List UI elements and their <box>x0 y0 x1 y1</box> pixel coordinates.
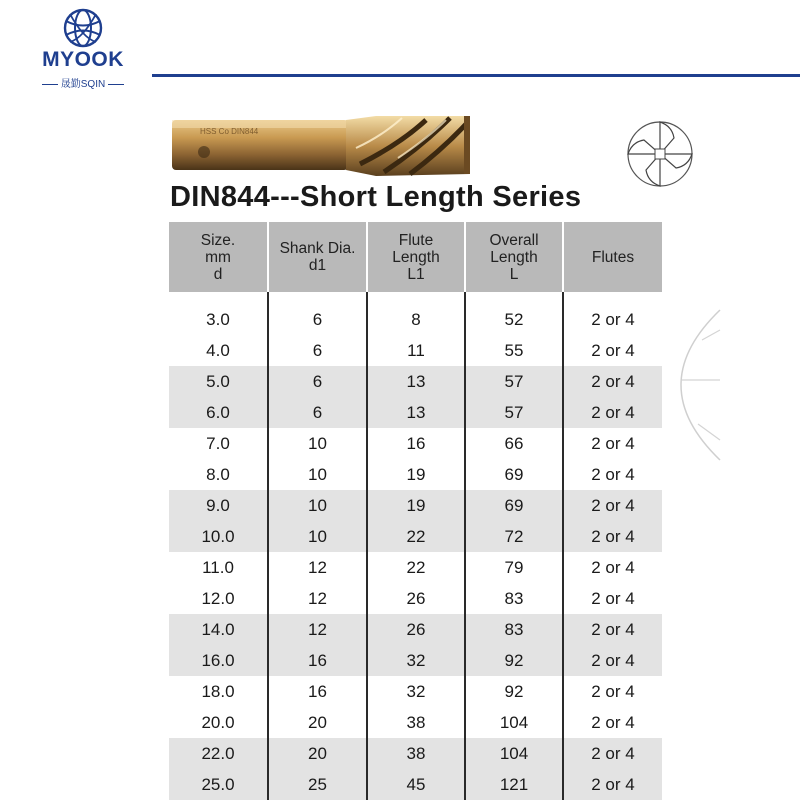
cell-size: 25.0 <box>169 769 268 800</box>
svg-text:HSS Co DIN844: HSS Co DIN844 <box>200 127 259 136</box>
table-row <box>169 366 662 397</box>
table-row <box>169 459 662 490</box>
cell-overall-length: 121 <box>465 769 563 800</box>
page-title: DIN844---Short Length Series <box>170 181 582 213</box>
cell-size: 18.0 <box>201 681 235 701</box>
table-row <box>169 335 662 366</box>
cell-shank-dia: 12 <box>268 614 367 645</box>
cell-overall-length: 57 <box>465 397 563 428</box>
table-row <box>169 769 662 800</box>
table-spacer <box>169 292 662 304</box>
specifications-table <box>169 222 662 800</box>
cell-overall-length: 79 <box>465 552 563 583</box>
table-row <box>169 521 662 552</box>
cell-size: 3.0 <box>206 309 230 329</box>
cell-flutes: 2 or 4 <box>563 583 662 614</box>
cell-flute-length: 11 <box>367 335 465 366</box>
cell-overall-length: 52 <box>465 304 563 335</box>
cell-flutes: 2 or 4 <box>563 459 662 490</box>
table-body <box>169 292 662 800</box>
cell-overall-length: 66 <box>465 428 563 459</box>
cell-shank-dia: 25 <box>268 769 367 800</box>
table-row <box>169 676 662 707</box>
cell-size: 20.0 <box>201 712 235 732</box>
cell-flute-length: 19 <box>367 490 465 521</box>
cell-shank-dia: 12 <box>268 552 367 583</box>
cell-shank-dia: 10 <box>268 459 367 490</box>
cell-size: 14.0 <box>169 614 268 645</box>
cell-size: 22.0 <box>169 738 268 769</box>
cell-flutes: 2 or 4 <box>563 738 662 769</box>
cell-overall-length: 83 <box>465 583 563 614</box>
cell-overall-length: 104 <box>465 707 563 738</box>
cell-overall-length: 72 <box>465 521 563 552</box>
cell-flute-length: 22 <box>367 552 465 583</box>
cell-shank-dia: 20 <box>268 707 367 738</box>
cell-shank-dia: 16 <box>268 645 367 676</box>
cell-size: 4.0 <box>206 340 230 360</box>
cell-flutes: 2 or 4 <box>563 335 662 366</box>
cell-size: 16.0 <box>169 645 268 676</box>
cell-flute-length: 13 <box>367 366 465 397</box>
cell-shank-dia: 10 <box>268 490 367 521</box>
cell-shank-dia: 10 <box>268 521 367 552</box>
cell-overall-length: 83 <box>465 614 563 645</box>
cell-flute-length: 22 <box>367 521 465 552</box>
cell-flutes: 2 or 4 <box>563 397 662 428</box>
table-row <box>169 583 662 614</box>
column-header-shank-dia: Shank Dia. d1 <box>268 222 367 292</box>
cell-shank-dia: 6 <box>268 366 367 397</box>
table-row <box>169 707 662 738</box>
cell-flutes: 2 or 4 <box>563 366 662 397</box>
cell-overall-length: 57 <box>465 366 563 397</box>
cell-flutes: 2 or 4 <box>563 707 662 738</box>
cell-flutes: 2 or 4 <box>563 645 662 676</box>
cell-size: 10.0 <box>169 521 268 552</box>
table-row <box>169 304 662 335</box>
cell-shank-dia: 6 <box>268 397 367 428</box>
cell-size: 9.0 <box>169 490 268 521</box>
cell-shank-dia: 20 <box>268 738 367 769</box>
column-header-overall-length: Overall Length L <box>465 222 563 292</box>
cell-shank-dia: 10 <box>268 428 367 459</box>
cell-shank-dia: 16 <box>268 676 367 707</box>
cell-flutes: 2 or 4 <box>563 769 662 800</box>
cell-size: 12.0 <box>201 588 235 608</box>
cell-shank-dia: 12 <box>268 583 367 614</box>
table-row <box>169 645 662 676</box>
cell-flute-length: 45 <box>367 769 465 800</box>
table-spacer-cell <box>465 292 563 304</box>
cell-overall-length: 55 <box>465 335 563 366</box>
cell-flutes: 2 or 4 <box>563 304 662 335</box>
cross-section-outline-graphic <box>662 300 722 470</box>
cell-flute-length: 26 <box>367 614 465 645</box>
cell-flute-length: 8 <box>367 304 465 335</box>
cell-flutes: 2 or 4 <box>563 490 662 521</box>
cell-flute-length: 26 <box>367 583 465 614</box>
cell-flute-length: 13 <box>367 397 465 428</box>
cell-overall-length: 104 <box>465 738 563 769</box>
cell-size: 7.0 <box>206 433 230 453</box>
brand-logo <box>28 8 138 88</box>
cell-flutes: 2 or 4 <box>563 428 662 459</box>
cell-size: 6.0 <box>169 397 268 428</box>
cell-flutes: 2 or 4 <box>563 676 662 707</box>
cell-flutes: 2 or 4 <box>563 614 662 645</box>
table-spacer-cell <box>268 292 367 304</box>
table-row <box>169 552 662 583</box>
cell-shank-dia: 6 <box>268 335 367 366</box>
globe-logo-icon <box>60 8 106 48</box>
table-spacer-cell <box>169 292 268 304</box>
table-row <box>169 614 662 645</box>
cell-overall-length: 92 <box>465 645 563 676</box>
cell-flutes: 2 or 4 <box>563 521 662 552</box>
table-spacer-cell <box>367 292 465 304</box>
cell-flute-length: 38 <box>367 707 465 738</box>
brand-subtitle: 晟勤SQIN <box>28 75 138 90</box>
cell-flute-length: 16 <box>367 428 465 459</box>
table-header-row <box>169 222 662 292</box>
cell-shank-dia: 6 <box>268 304 367 335</box>
cell-overall-length: 69 <box>465 459 563 490</box>
table-row <box>169 738 662 769</box>
cell-flute-length: 32 <box>367 645 465 676</box>
column-header-flutes: Flutes <box>563 222 662 292</box>
table-row <box>169 490 662 521</box>
cell-size: 11.0 <box>202 557 234 577</box>
column-header-flute-length: Flute Length L1 <box>367 222 465 292</box>
table-spacer-cell <box>563 292 662 304</box>
cell-flute-length: 38 <box>367 738 465 769</box>
cell-flutes: 2 or 4 <box>563 552 662 583</box>
header-divider <box>152 74 800 77</box>
table-row <box>169 428 662 459</box>
column-header-size: Size. mm d <box>169 222 268 292</box>
cell-overall-length: 92 <box>465 676 563 707</box>
cell-size: 5.0 <box>169 366 268 397</box>
cell-size: 8.0 <box>206 464 230 484</box>
four-flute-cross-section-icon <box>622 118 698 190</box>
end-mill-image <box>170 114 470 178</box>
cell-flute-length: 19 <box>367 459 465 490</box>
brand-name: MYOOK <box>42 48 124 71</box>
cell-flute-length: 32 <box>367 676 465 707</box>
cell-overall-length: 69 <box>465 490 563 521</box>
table-row <box>169 397 662 428</box>
